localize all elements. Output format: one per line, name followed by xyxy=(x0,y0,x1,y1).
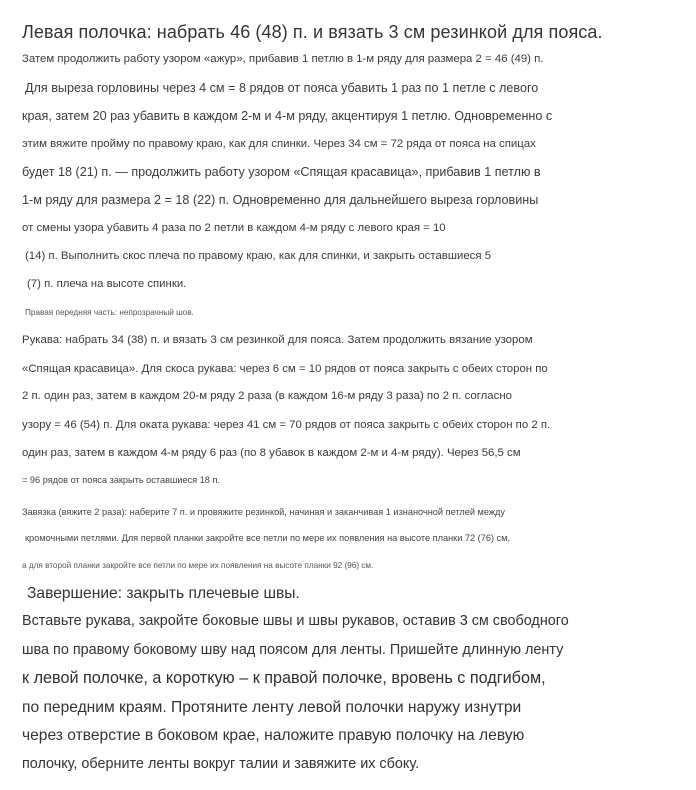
text-line: Для выреза горловины через 4 см = 8 рядов от пояса убавить 1 раз по 1 петле с левого xyxy=(25,81,539,95)
text-line: Затем продолжить работу узором «ажур», прибавив 1 петлю в 1-м ряду для размера 2 = 46 (49) п. xyxy=(22,53,544,65)
text-line: от смены узора убавить 4 раза по 2 петли в каждом 4-м ряду с левого края = 10 xyxy=(22,222,446,234)
text-line: этим вяжите пройму по правому краю, как для спинки. Через 34 см = 72 ряда от пояса на спицах xyxy=(22,138,536,150)
tie-line: Завязка (вяжите 2 раза): наберите 7 п. и провяжите резинкой, начиная и заканчивая 1 изнаночной петлей между xyxy=(22,507,505,517)
sleeves-line: Рукава: набрать 34 (38) п. и вязать 3 см резинкой для пояса. Затем продолжить вязание узором xyxy=(22,334,533,346)
tie-line: кромочными петлями. Для первой планки закройте все петли по мере их появления на высоте планки 72 (76) см, xyxy=(25,533,511,543)
finishing-line: к левой полочке, а короткую – к правой полочке, вровень с подгибом, xyxy=(22,669,546,687)
sleeves-line: «Спящая красавица». Для скоса рукава: через 6 см = 10 рядов от пояса закрыть с обеих сторон по xyxy=(22,363,548,375)
right-front-note: Правая передняя часть: непрозрачный шов. xyxy=(25,308,194,317)
finishing-line: шва по правому боковому шву над поясом для ленты. Пришейте длинную ленту xyxy=(22,642,564,658)
sleeves-line: = 96 рядов от пояса закрыть оставшиеся 18 п. xyxy=(22,475,220,485)
text-line: (7) п. плеча на высоте спинки. xyxy=(27,278,187,290)
sleeves-line: 2 п. один раз, затем в каждом 20-м ряду 2 раза (в каждом 16-м ряду 3 раза) по 2 п. согласно xyxy=(22,390,512,402)
left-front-heading: Левая полочка: набрать 46 (48) п. и вязать 3 см резинкой для пояса. xyxy=(22,22,603,42)
tie-line: а для второй планки закройте все петли по мере их появления на высоте планки 92 (96) см. xyxy=(22,561,374,570)
finishing-line: по передним краям. Протяните ленту левой полочки наружу изнутри xyxy=(22,699,522,716)
text-line: будет 18 (21) п. — продолжить работу узором «Спящая красавица», прибавив 1 петлю в xyxy=(22,165,541,179)
finishing-line: Вставьте рукава, закройте боковые швы и швы рукавов, оставив 3 см свободного xyxy=(22,613,569,629)
text-line: (14) п. Выполнить скос плеча по правому краю, как для спинки, и закрыть оставшиеся 5 xyxy=(25,250,492,262)
sleeves-line: узору = 46 (54) п. Для оката рукава: через 41 см = 70 рядов от пояса закрыть с обеих сторон по 2 п. xyxy=(22,419,551,431)
finishing-line: через отверстие в боковом крае, наложите правую полочку на левую xyxy=(22,727,525,744)
text-line: края, затем 20 раз убавить в каждом 2-м и 4-м ряду, акцентируя 1 петлю. Одновременно с xyxy=(22,109,553,123)
text-line: 1-м ряду для размера 2 = 18 (22) п. Одновременно для дальнейшего выреза горловины xyxy=(22,193,539,207)
sleeves-line: один раз, затем в каждом 4-м ряду 6 раз (по 8 убавок в каждом 2-м и 4-м ряду). Через 56,5 см xyxy=(22,447,521,459)
finishing-line: полочку, оберните ленты вокруг талии и завяжите их сбоку. xyxy=(22,756,420,772)
finishing-heading: Завершение: закрыть плечевые швы. xyxy=(27,585,300,602)
